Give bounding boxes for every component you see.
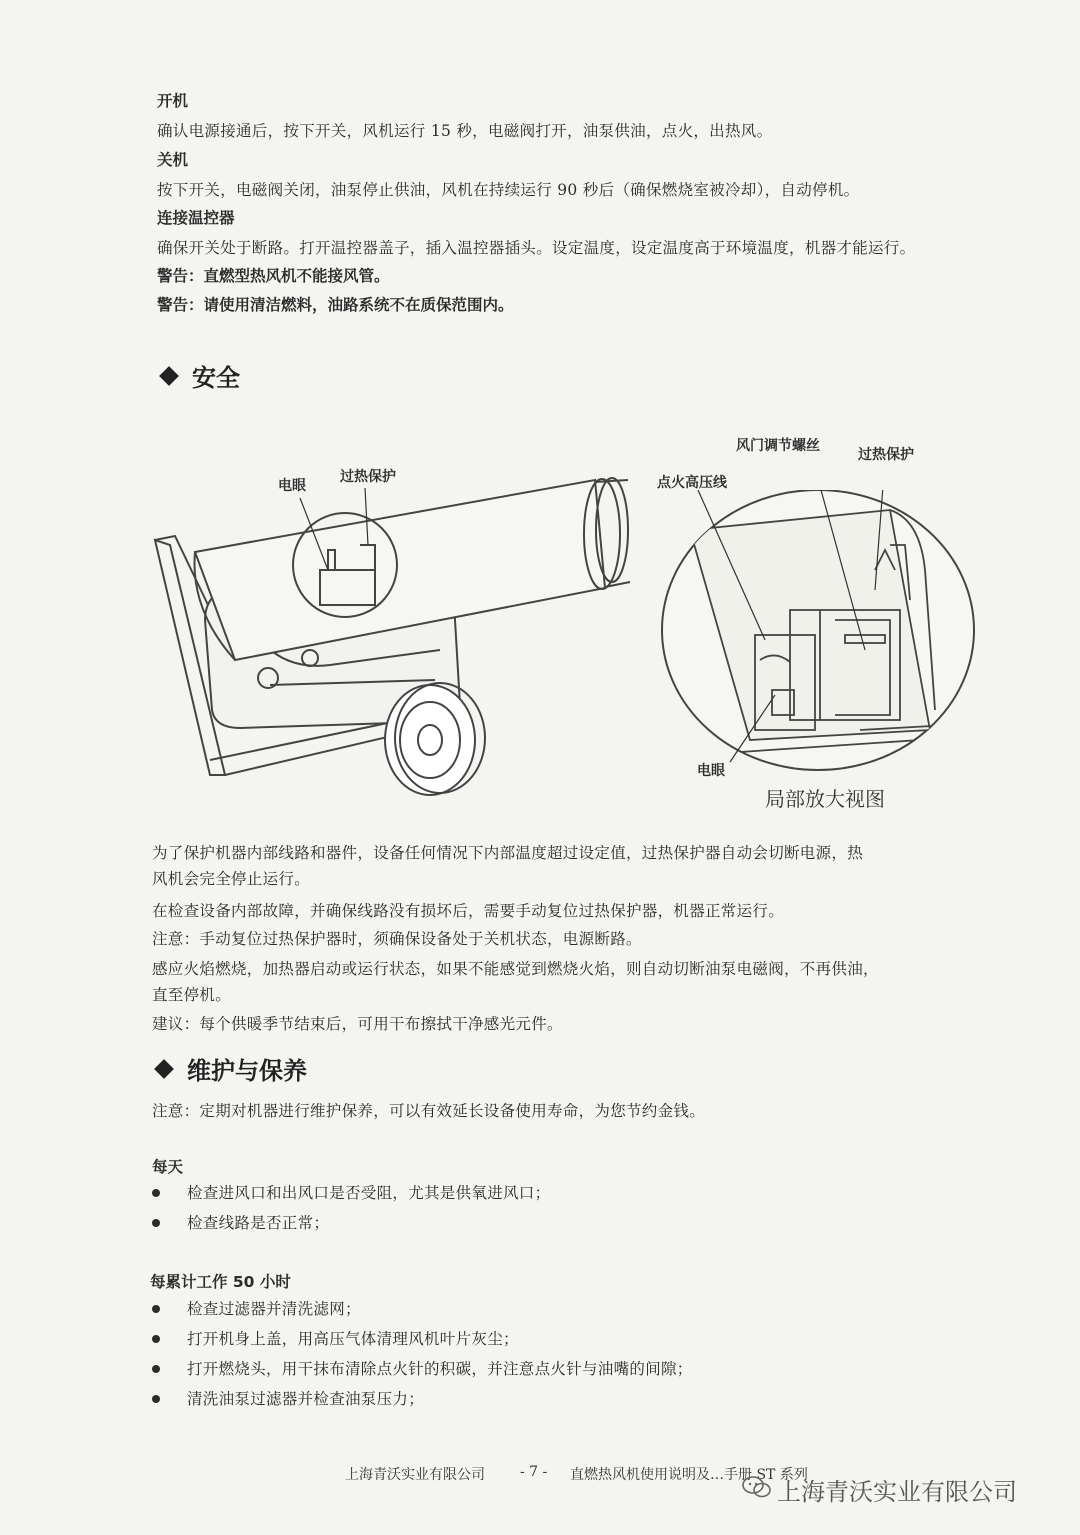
daily-item-1: 检查进风口和出风口是否受阻，尤其是供氧进风口； — [187, 1184, 551, 1202]
warning-fuel: 警告：请使用清洁燃料，油路系统不在质保范围内。 — [157, 296, 514, 314]
daily-heading: 每天 — [152, 1158, 184, 1176]
startup-text: 确认电源接通后，按下开关，风机运行 15 秒，电磁阀打开，油泵供油，点火，出热风。 — [157, 122, 773, 140]
footer-manual-title: 直燃热风机使用说明及…手册 ST 系列 — [570, 1467, 808, 1483]
fifty-item-3: 打开燃烧头，用干抹布清除点火针的积碳，并注意点火针与油嘴的间隙； — [187, 1360, 693, 1378]
daily-item-2: 检查线路是否正常； — [187, 1214, 330, 1232]
thermostat-heading: 连接温控器 — [157, 209, 235, 227]
zoom-caption: 局部放大视图 — [765, 787, 885, 811]
maintenance-section-title — [157, 1051, 307, 1086]
bullet-dot — [152, 1395, 160, 1403]
safety-title-text: 安全 — [192, 364, 240, 392]
footer-company: 上海青沃实业有限公司 — [345, 1467, 485, 1483]
safety-para2: 在检查设备内部故障，并确保线路没有损坏后，需要手动复位过热保护器，机器正常运行。 — [152, 902, 785, 920]
label-damper-screw: 风门调节螺丝 — [736, 438, 820, 454]
shutdown-text: 按下开关，电磁阀关闭，油泵停止供油，风机在持续运行 90 秒后（确保燃烧室被冷却），自动停机。 — [157, 181, 860, 199]
shutdown-heading: 关机 — [157, 151, 189, 169]
wechat-icon — [742, 1476, 772, 1498]
thermostat-text: 确保开关处于断路。打开温控器盖子，插入温控器插头。设定温度，设定温度高于环境温度，机器才能运行。 — [157, 239, 916, 257]
heater-illustration — [150, 470, 650, 800]
safety-para1-line2: 风机会完全停止运行。 — [152, 870, 311, 888]
diamond-bullet-icon — [159, 366, 179, 386]
bullet-dot — [152, 1365, 160, 1373]
safety-section-title — [162, 358, 240, 393]
bullet-dot — [152, 1219, 160, 1227]
bullet-dot — [152, 1335, 160, 1343]
fifty-item-1: 检查过滤器并清洗滤网； — [187, 1300, 361, 1318]
label-eye-right: 电眼 — [697, 763, 725, 779]
safety-para1-line1: 为了保护机器内部线路和器件，设备任何情况下内部温度超过设定值，过热保护器自动会切断电源，热 — [152, 844, 864, 862]
diamond-bullet-icon — [154, 1059, 174, 1079]
maintenance-note: 注意：定期对机器进行维护保养，可以有效延长设备使用寿命，为您节约金钱。 — [152, 1102, 706, 1120]
bullet-dot — [152, 1305, 160, 1313]
label-overheat-right: 过热保护 — [858, 447, 914, 463]
fifty-hours-heading: 每累计工作 50 小时 — [150, 1273, 291, 1291]
label-eye-left: 电眼 — [278, 478, 306, 494]
bullet-dot — [152, 1189, 160, 1197]
fifty-item-2: 打开机身上盖，用高压气体清理风机叶片灰尘； — [187, 1330, 519, 1348]
maintenance-title-text: 维护与保养 — [187, 1057, 307, 1085]
footer-page-number: - 7 - — [520, 1464, 548, 1480]
fifty-item-4: 清洗油泵过滤器并检查油泵压力； — [187, 1390, 425, 1408]
label-ignition-wire: 点火高压线 — [657, 475, 727, 491]
zoom-detail-illustration — [660, 490, 990, 780]
watermark-text: 上海青沃实业有限公司 — [777, 1478, 1017, 1506]
label-overheat-left: 过热保护 — [340, 469, 396, 485]
startup-heading: 开机 — [157, 92, 189, 110]
warning-duct: 警告：直燃型热风机不能接风管。 — [157, 267, 390, 285]
safety-para5: 建议：每个供暖季节结束后，可用干布擦拭干净感光元件。 — [152, 1015, 563, 1033]
safety-para4-line2: 直至停机。 — [152, 986, 232, 1004]
safety-para3: 注意：手动复位过热保护器时，须确保设备处于关机状态，电源断路。 — [152, 930, 642, 948]
safety-para4-line1: 感应火焰燃烧，加热器启动或运行状态，如果不能感觉到燃烧火焰，则自动切断油泵电磁阀，不再供油， — [152, 960, 879, 978]
